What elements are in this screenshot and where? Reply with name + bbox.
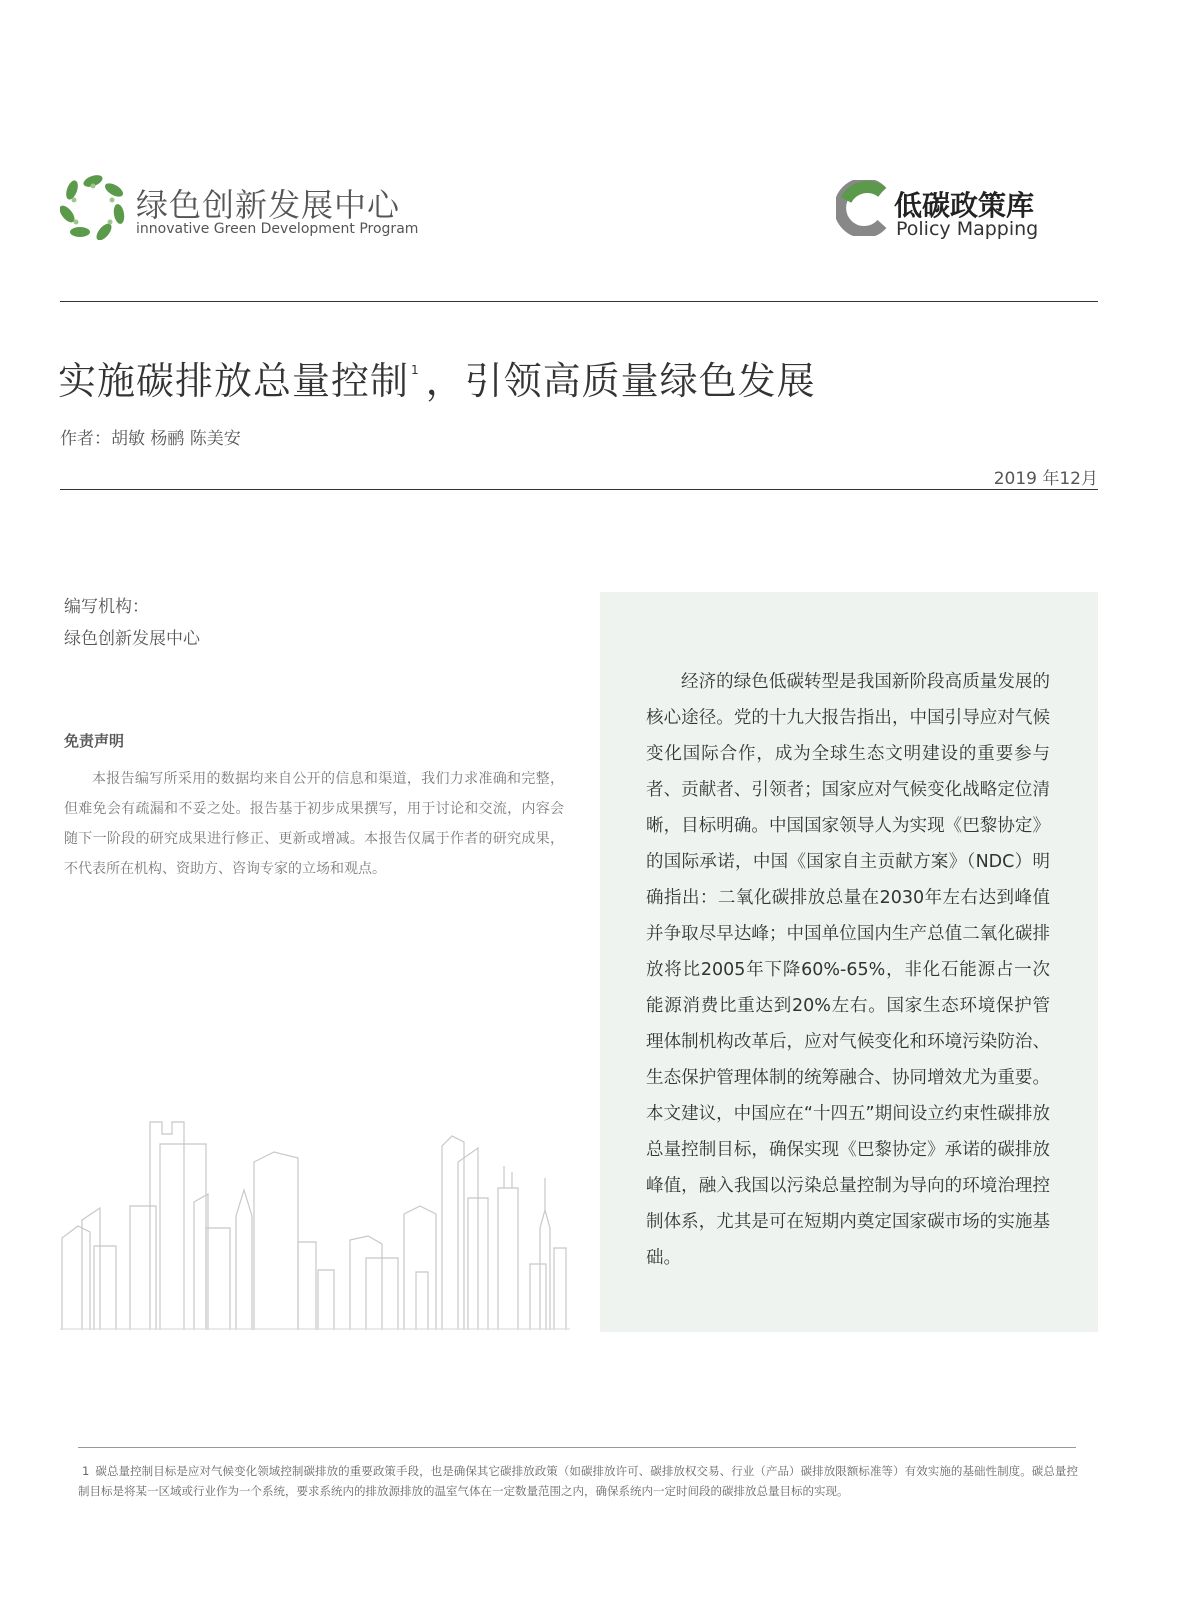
footnote (78, 1461, 1078, 1501)
igdp-leaf-ring-logo (60, 174, 126, 240)
report-title (58, 350, 816, 405)
report-date: 2019 年12月 (993, 469, 1098, 489)
igdp-name-cn: 绿色创新发展中心 (136, 186, 401, 224)
title-part2: ，引领高质量绿色发展 (425, 359, 816, 403)
disclaimer-body: 本报告编写所采用的数据均来自公开的信息和渠道，我们力求准确和完整，但难免会有疏漏和不妥之处。报告基于初步成果撰写，用于讨论和交流，内容会随下一阶段的研究成果进行修正、更新或增减。本报告仅属于作者的研究成果，不代表所在机构、资助方、咨询专家的立场和观点。 (64, 771, 564, 877)
footnote-text: 碳总量控制目标是应对气候变化领域控制碳排放的重要政策手段，也是确保其它碳排放政策（如碳排放许可、碳排放权交易、行业（产品）碳排放限额标准等）有效实施的基础性制度。碳总量控制目标是将某一区域或行业作为一个系统，要求系统内的排放源排放的温室气体在一定数量范围之内，确保系统内一定时间段的碳排放总量目标的实现。 (78, 1464, 1078, 1498)
disclaimer-title: 免责声明 (64, 732, 125, 750)
policy-mapping-name-cn: 低碳政策库 (894, 189, 1035, 222)
footnote-number: 1 (82, 1464, 90, 1478)
abstract-text: 经济的绿色低碳转型是我国新阶段高质量发展的核心途径。党的十九大报告指出，中国引导应对气候变化国际合作，成为全球生态文明建设的重要参与者、贡献者、引领者；国家应对气候变化战略定位清晰，目标明确。中国国家领导人为实现《巴黎协定》的国际承诺，中国《国家自主贡献方案》（NDC）明确指出：二氧化碳排放总量在2030年左右达到峰值并争取尽早达峰；中国单位国内生产总值二氧化碳排放将比2005年下降60%-65%，非化石能源占一次能源消费比重达到20%左右。国家生态环境保护管理体制机构改革后，应对气候变化和环境污染防治、生态保护管理体制的统筹融合、协同增效尤为重要。本文建议，中国应在“十四五”期间设立约束性碳排放总量控制目标，确保实现《巴黎协定》承诺的碳排放峰值，融入我国以污染总量控制为导向的环境治理控制体系，尤其是可在短期内奠定国家碳市场的实施基础。 (646, 672, 1050, 1268)
city-skyline-illustration (60, 1118, 570, 1330)
organization-name: 绿色创新发展中心 (64, 629, 200, 649)
title-divider (60, 489, 1098, 490)
title-footnote-ref[interactable]: 1 (411, 363, 420, 377)
organization-label: 编写机构： (64, 597, 149, 617)
policy-mapping-name-en: Policy Mapping (896, 218, 1039, 240)
footnote-divider (78, 1447, 1076, 1448)
title-part1: 实施碳排放总量控制 (58, 359, 410, 403)
igdp-name-en: innovative Green Development Program (136, 221, 419, 237)
policy-mapping-c-logo (836, 180, 892, 236)
authors: 作者：胡敏 杨鹂 陈美安 (60, 429, 241, 449)
header-divider (60, 301, 1098, 302)
